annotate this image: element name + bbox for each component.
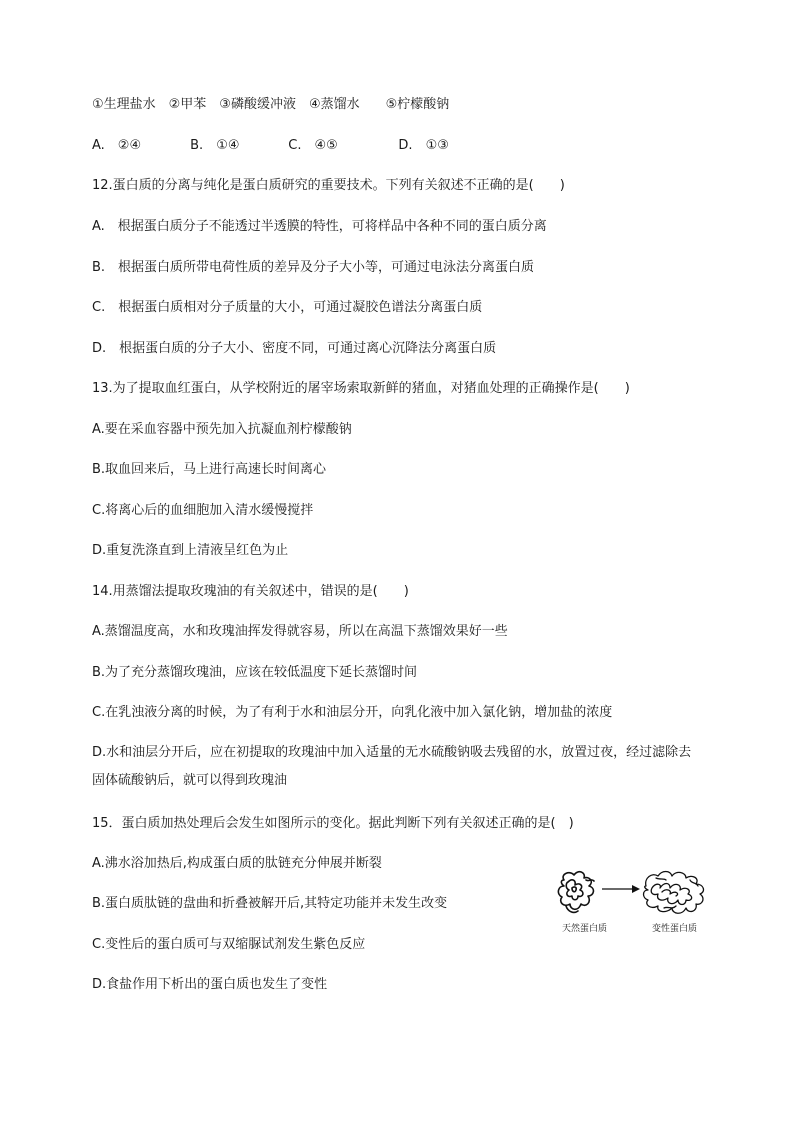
q15-option-c: C.变性后的蛋白质可与双缩脲试剂发生紫色反应 bbox=[92, 937, 366, 952]
q14-option-a: A.蒸馏温度高，水和玫瑰油挥发得就容易，所以在高温下蒸馏效果好一些 bbox=[92, 624, 508, 639]
q13-stem: 13.为了提取血红蛋白，从学校附近的屠宰场索取新鲜的猪血，对猪血处理的正确操作是( ) bbox=[92, 381, 630, 396]
q14-option-d: D.水和油层分开后，应在初提取的玫瑰油中加入适量的无水硫酸钠吸去残留的水，放置过夜，经过滤除去固体硫酸钠后，就可以得到玫瑰油 bbox=[92, 745, 692, 788]
q15-stem: 15．蛋白质加热处理后会发生如图所示的变化。据此判断下列有关叙述正确的是( ) bbox=[92, 816, 574, 831]
q13-option-a: A.要在采血容器中预先加入抗凝血剂柠檬酸钠 bbox=[92, 422, 352, 437]
q15-option-b: B.蛋白质肽链的盘曲和折叠被解开后,其特定功能并未发生改变 bbox=[92, 896, 448, 911]
native-protein-drawing bbox=[558, 872, 594, 913]
protein-denaturation-figure bbox=[556, 866, 722, 936]
q15-option-a: A.沸水浴加热后,构成蛋白质的肽链充分伸展并断裂 bbox=[92, 856, 382, 871]
arrow-icon bbox=[602, 885, 640, 893]
q11-option-d: D. ①③ bbox=[398, 138, 449, 153]
q12-option-d: D. 根据蛋白质的分子大小、密度不同，可通过离心沉降法分离蛋白质 bbox=[92, 341, 497, 356]
q12-option-a: A. 根据蛋白质分子不能透过半透膜的特性，可将样品中各种不同的蛋白质分离 bbox=[92, 219, 547, 234]
native-protein-caption: 天然蛋白质 bbox=[562, 924, 608, 934]
q13-option-c: C.将离心后的血细胞加入清水缓慢搅拌 bbox=[92, 503, 314, 518]
q11-option-c: C. ④⑤ bbox=[288, 138, 338, 153]
q14-stem: 14.用蒸馏法提取玫瑰油的有关叙述中，错误的是( ) bbox=[92, 584, 409, 599]
q12-option-c: C. 根据蛋白质相对分子质量的大小，可通过凝胶色谱法分离蛋白质 bbox=[92, 300, 483, 315]
q12-option-b: B. 根据蛋白质所带电荷性质的差异及分子大小等，可通过电泳法分离蛋白质 bbox=[92, 260, 535, 275]
q11-option-b: B. ①④ bbox=[190, 138, 240, 153]
q12-stem: 12.蛋白质的分离与纯化是蛋白质研究的重要技术。下列有关叙述不正确的是( ) bbox=[92, 178, 565, 193]
q13-option-d: D.重复洗涤直到上清液呈红色为止 bbox=[92, 543, 289, 558]
q11-items: ①生理盐水 ②甲苯 ③磷酸缓冲液 ④蒸馏水 ⑤柠檬酸钠 bbox=[92, 97, 450, 112]
q11-options bbox=[92, 137, 449, 154]
q15-option-d: D.食盐作用下析出的蛋白质也发生了变性 bbox=[92, 977, 328, 992]
q13-option-b: B.取血回来后，马上进行高速长时间离心 bbox=[92, 462, 327, 477]
denatured-protein-drawing bbox=[644, 872, 704, 914]
q14-option-c: C.在乳浊液分离的时候，为了有利于水和油层分开，向乳化液中加入氯化钠，增加盐的浓度 bbox=[92, 705, 613, 720]
q14-option-b: B.为了充分蒸馏玫瑰油，应该在较低温度下延长蒸馏时间 bbox=[92, 665, 418, 680]
denatured-protein-caption: 变性蛋白质 bbox=[652, 924, 698, 934]
q11-option-a: A. ②④ bbox=[92, 138, 142, 153]
protein-figure-drawing bbox=[556, 866, 722, 922]
